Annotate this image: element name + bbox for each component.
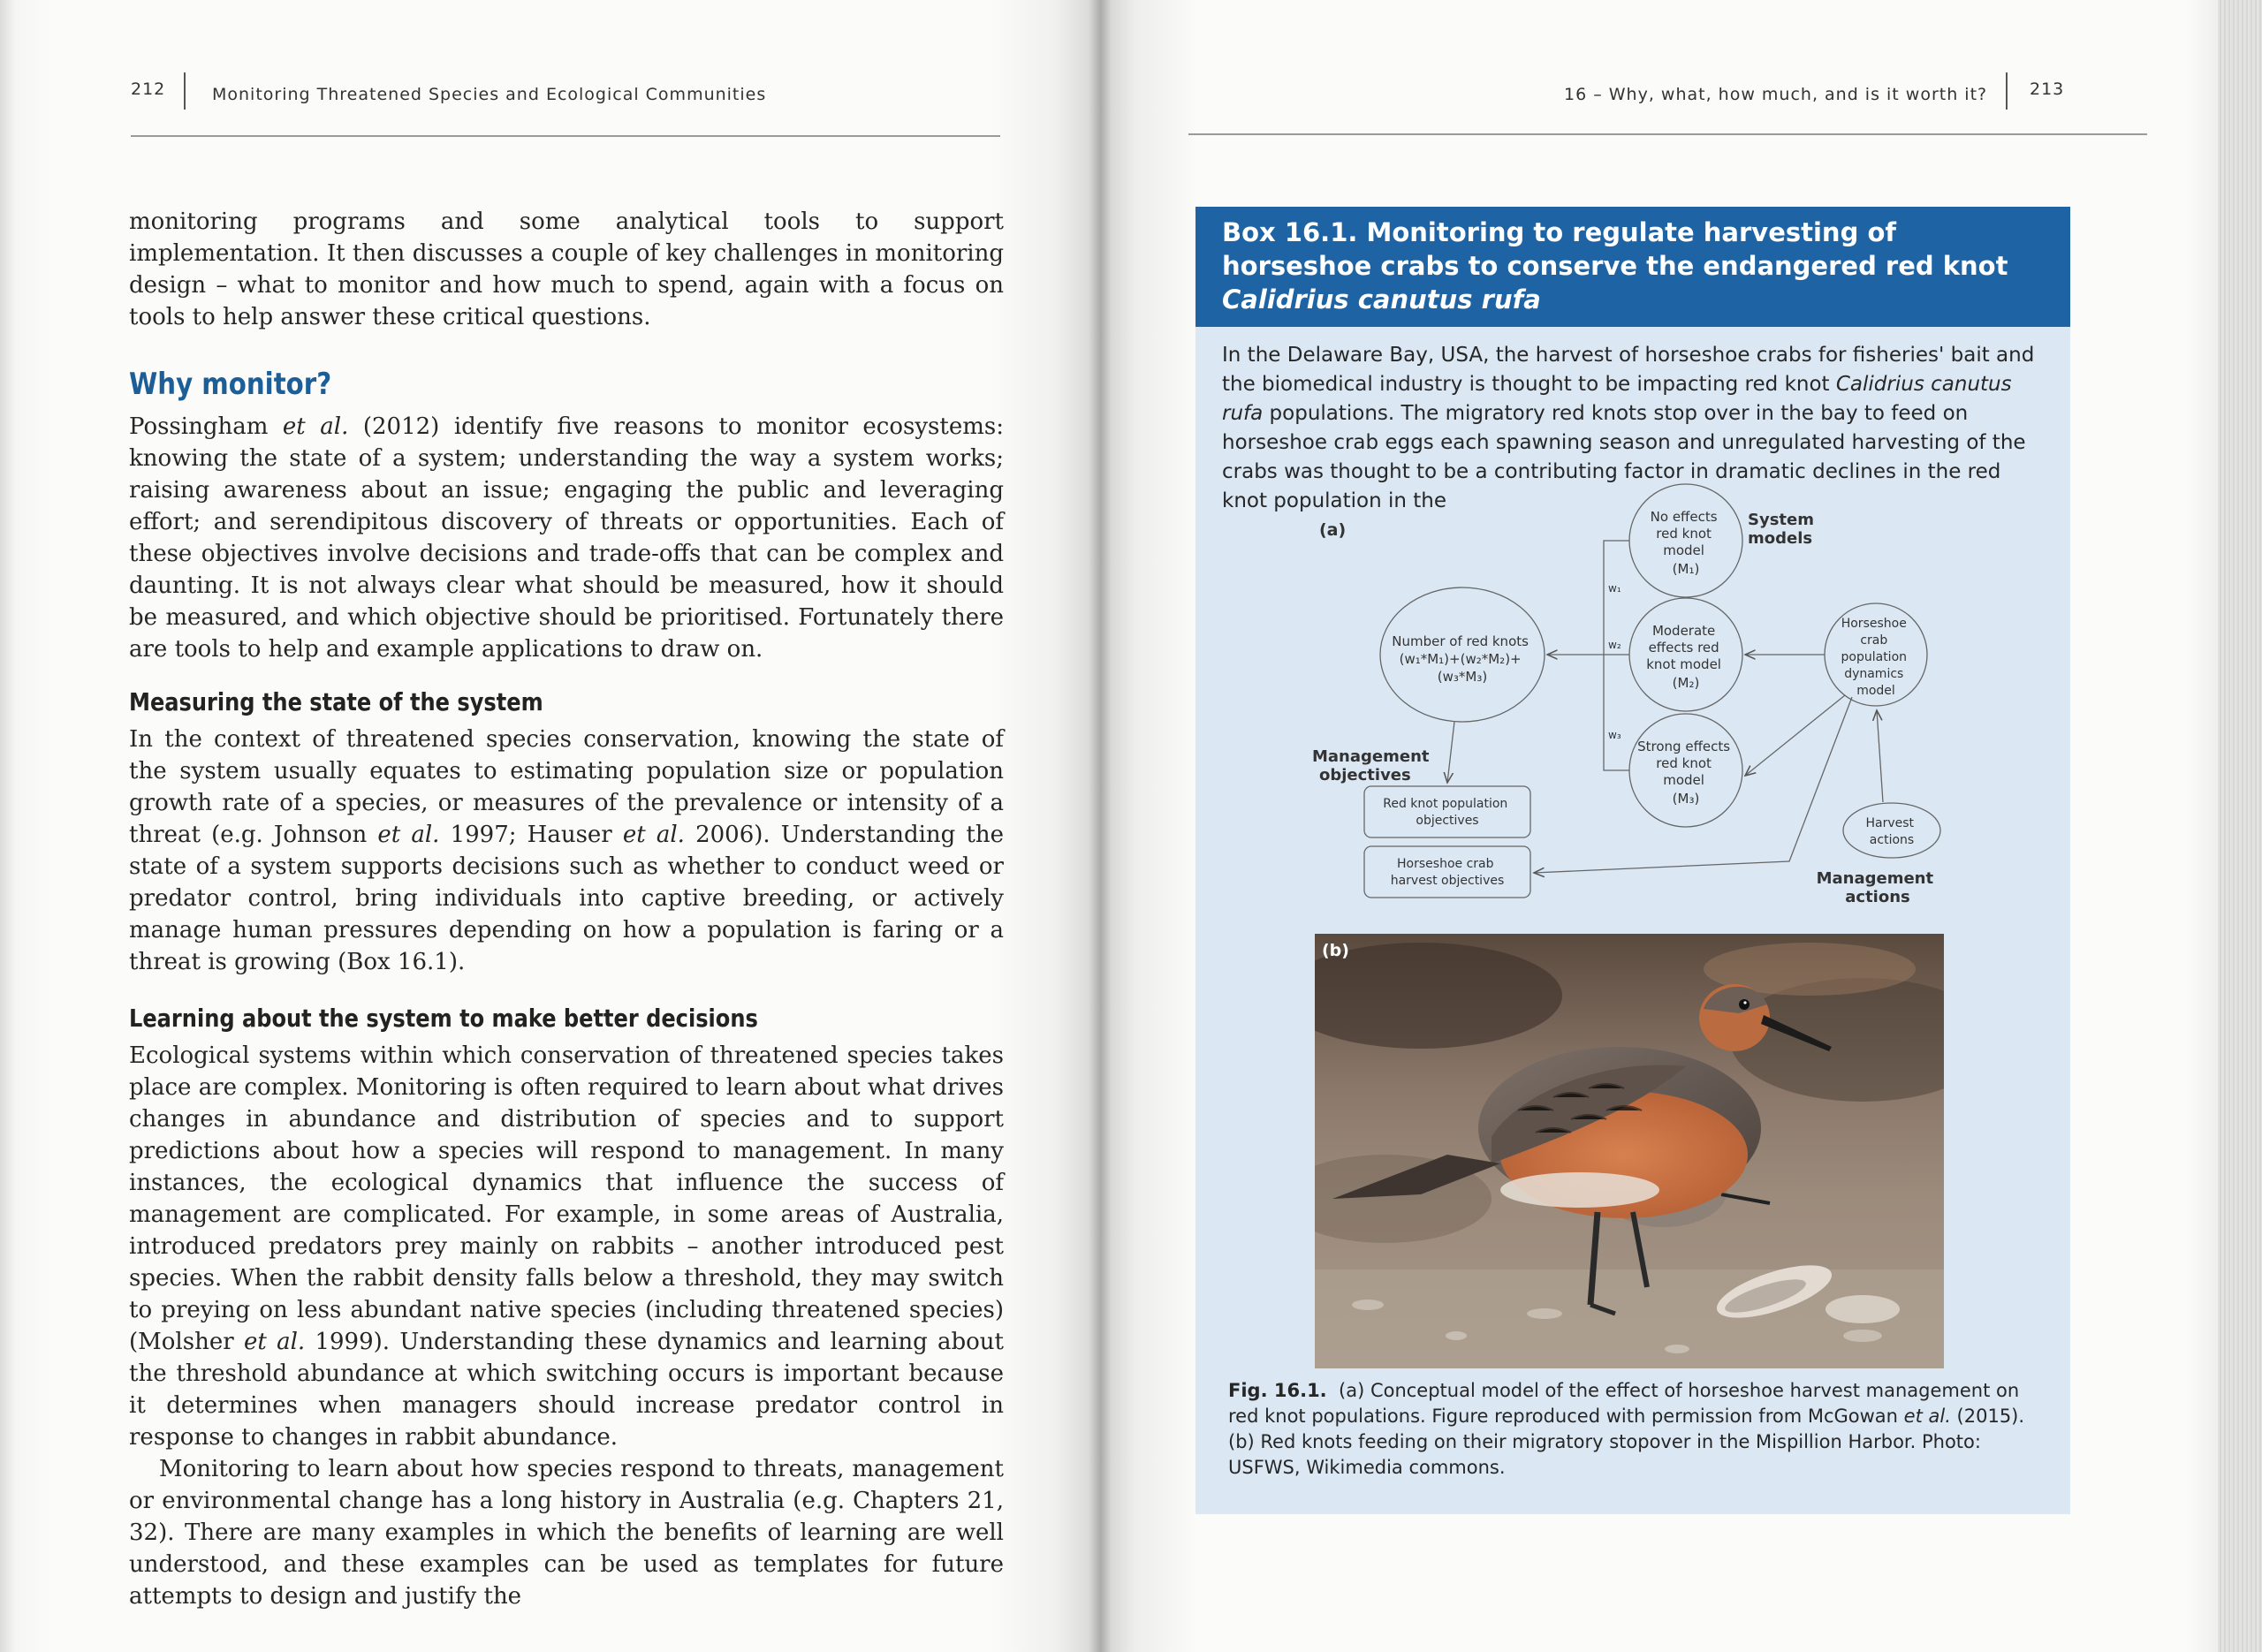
header-divider-right [2006, 72, 2008, 110]
crab-to-m3-arrow [1745, 695, 1845, 776]
weight-w2: w₂ [1608, 639, 1621, 651]
caption-part-a: Fig. 16.1. (a) Conceptual model of the effect of horseshoe harvest management on red knot populations. Figure reproduced with permission from McGowan et al. (2015). [1228, 1380, 2025, 1427]
panel-a-label: (a) [1319, 520, 1347, 540]
red-knot-number-label: Number of red knots (w₁*M₁)+(w₂*M₂)+ (w₃*M₃) [1392, 633, 1529, 685]
red-knot-illustration [1315, 934, 1944, 1368]
page-edges [2218, 0, 2262, 1652]
final-paragraph: Monitoring to learn about how species respond to threats, management or environmental change has a long history in Australia (e.g. Chapters 21, 32). There are many examples in which the benefits of learning are well understood, and these examples can be used as templates for future attempts to design and justify the [129, 1456, 1004, 1610]
caption-part-b: (b) Red knots feeding on their migratory stopover in the Mispillion Harbor. Photo: USFWS, Wikimedia commons. [1228, 1431, 1981, 1478]
harvest-actions-node [1843, 803, 1940, 858]
box-title: Box 16.1. Monitoring to regulate harvesting of horseshoe crabs to conserve the endangered red knot Calidrius canutus rufa [1196, 207, 2070, 327]
intro-paragraph: monitoring programs and some analytical tools to support implementation. It then discusses a couple of key challenges in monitoring design – what to monitor and how much to spend, again with a focus on tools to help answer these critical questions. [129, 208, 1004, 330]
number-to-objectives-arrow [1447, 722, 1454, 783]
conceptual-model-diagram [1196, 472, 2070, 913]
model-m3-label: Strong effects red knot model (M₃) [1637, 739, 1731, 807]
section-heading: Why monitor? [129, 367, 332, 402]
left-page [0, 0, 1100, 1652]
red-knot-photo [1315, 934, 1944, 1368]
crab-harvest-objectives-box [1364, 846, 1530, 898]
header-divider [184, 72, 186, 110]
learning-paragraph: Ecological systems within which conservation of threatened species takes place are complex. Monitoring is often required to learn about what drives changes in abundance and distribution of species and to support predictions about how a species will respond to management. In many instances, the ecological dynamics that influence the success of management are complicated. For example, in some areas of Australia, introduced predators prey mainly on rabbits – another introduced pest species. When the rabbit density falls below a threshold, they may switch to preying on less abundant native species (including threatened species) (Molsher et al. 1999). Understanding these dynamics and learning about the threshold abundance at which switching occurs is important because it determines when managers should increase predator control in response to changes in rabbit abundance. [129, 1042, 1005, 1451]
subheading-learning: Learning about the system to make better decisions [129, 1004, 758, 1033]
harvest-actions-label: Harvest actions [1865, 816, 1915, 847]
crab-model-label: Horseshoe crab population dynamics model [1841, 617, 1908, 698]
harvest-to-crab-arrow [1877, 710, 1883, 802]
model-m1-label: No effects red knot model (M₁) [1650, 509, 1718, 577]
header-rule-right [1188, 133, 2147, 135]
header-rule [131, 135, 1000, 137]
why-monitor-paragraph: Possingham et al. (2012) identify five reasons to monitor ecosystems: knowing the state of a system; understanding the way a system works; raising awareness about an issue; engaging the public and leveraging effort; and serendipitous discovery of threats or opportunities. Each of these objectives involve decisions and trade-offs that can be complex and daunting. It is not always clear what should be measured, how it should be measured, and which objective should be prioritised. Fortunately there are tools to help and example applications to draw on. [129, 413, 1004, 663]
crab-harvest-objectives-label: Horseshoe crab harvest objectives [1390, 857, 1505, 888]
model-m2-label: Moderate effects red knot model (M₂) [1646, 623, 1721, 691]
subheading-measuring: Measuring the state of the system [129, 687, 543, 716]
box-16-1 [1196, 207, 2070, 1514]
running-head-left: Monitoring Threatened Species and Ecological Communities [212, 85, 767, 104]
red-knot-objectives-box [1364, 786, 1530, 837]
book-gutter [1089, 0, 1112, 1652]
management-actions-label: Management actions [1816, 869, 1934, 906]
running-head-right: 16 – Why, what, how much, and is it worth it? [1564, 85, 1988, 104]
weight-w1: w₁ [1608, 582, 1621, 595]
figure-caption [1228, 1378, 2050, 1481]
weight-w3: w₃ [1608, 729, 1621, 741]
panel-b-label: (b) [1322, 941, 1349, 960]
box-text: In the Delaware Bay, USA, the harvest of horseshoe crabs for fisheries' bait and the biomedical industry is thought to be impacting red knot Calidrius canutus rufa populations. The migratory red knots stop over in the bay to feed on horseshoe crab eggs each spawning season and unregulated harvesting of the crabs was thought to be a contributing factor in dramatic declines in the red knot population in the [1222, 344, 2035, 512]
page-number-right: 213 [2030, 80, 2065, 99]
page-number-left: 212 [131, 80, 166, 99]
left-body [129, 206, 1004, 1612]
red-knot-objectives-label: Red knot population objectives [1383, 797, 1508, 828]
system-models-label: System models [1748, 511, 1814, 548]
state-paragraph: In the context of threatened species conservation, knowing the state of the system usually equates to estimating population size or population growth rate of a species, or measures of the prevalence or intensity of a threat (e.g. Johnson et al. 1997; Hauser et al. 2006). Understanding the state of a system supports decisions such as whether to conduct weed or predator control, bring individuals into captive breeding, or actively manage human pressures depending on how a population is faring or a threat is growing (Box 16.1). [129, 726, 1005, 975]
management-objectives-label: Management objectives [1312, 747, 1430, 784]
